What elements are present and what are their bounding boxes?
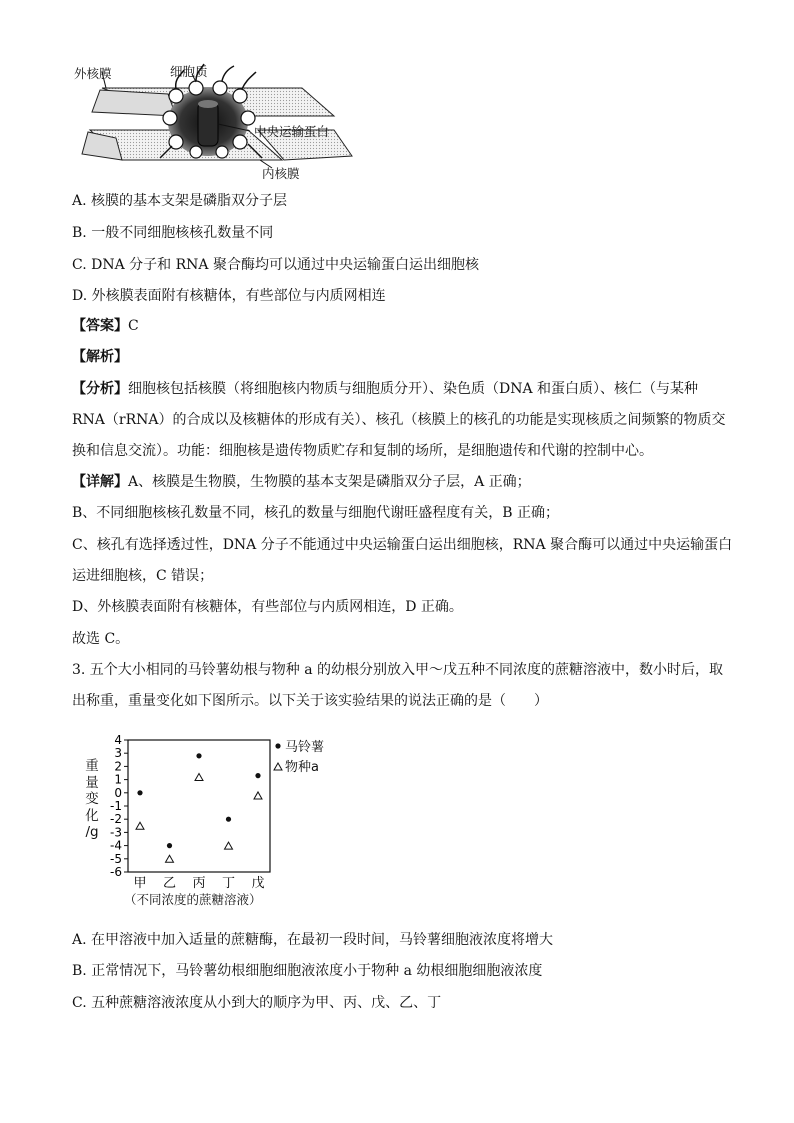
q2-option-d: D. 外核膜表面附有核糖体，有些部位与内质网相连 bbox=[72, 288, 386, 304]
detail-line-5: D、外核膜表面附有核糖体，有些部位与内质网相连，D 正确。 bbox=[72, 599, 463, 615]
q3-option-a: A. 在甲溶液中加入适量的蔗糖酶，在最初一段时间，马铃薯细胞液浓度将增大 bbox=[72, 932, 554, 948]
y-tick-label: -2 bbox=[110, 812, 122, 827]
y-tick-label: 1 bbox=[114, 772, 122, 787]
q3-option-b: B. 正常情况下，马铃薯幼根细胞细胞液浓度小于物种 a 幼根细胞细胞液浓度 bbox=[72, 963, 543, 979]
potato-point bbox=[167, 843, 172, 848]
analysis-line-1 bbox=[72, 379, 698, 399]
detail-line-6: 故选 C。 bbox=[72, 631, 130, 647]
legend-marker-potato bbox=[275, 743, 280, 748]
weight-change-chart-svg bbox=[80, 730, 360, 915]
y-tick-label: -3 bbox=[110, 825, 122, 840]
species-a-point bbox=[166, 855, 174, 862]
y-tick-label: 2 bbox=[114, 759, 122, 774]
y-tick-label: 3 bbox=[114, 746, 122, 761]
potato-point bbox=[226, 817, 231, 822]
detail-text: A、核膜是生物膜，生物膜的基本支架是磷脂双分子层，A 正确； bbox=[128, 474, 531, 490]
q2-option-c: C. DNA 分子和 RNA 聚合酶均可以通过中央运输蛋白运出细胞核 bbox=[72, 257, 479, 273]
y-tick-label: -5 bbox=[110, 851, 122, 866]
analysis-label: 【解析】 bbox=[72, 349, 128, 365]
y-tick-label: -4 bbox=[110, 838, 122, 853]
x-tick-label: 戊 bbox=[251, 876, 265, 891]
cytoplasm-label: 细胞质 bbox=[170, 64, 208, 79]
detail-line-2: B、不同细胞核核孔数量不同，核孔的数量与细胞代谢旺盛程度有关，B 正确； bbox=[72, 505, 560, 521]
inner-membrane-label: 内核膜 bbox=[262, 166, 300, 181]
detail-line-4: 运进细胞核，C 错误； bbox=[72, 568, 214, 584]
detail-line-1 bbox=[72, 472, 531, 492]
q3-stem-line-1: 3. 五个大小相同的马铃薯幼根与物种 a 的幼根分别放入甲～戊五种不同浓度的蔗糖溶液中，数小时后，取 bbox=[72, 662, 724, 678]
species-a-point bbox=[254, 792, 262, 799]
species-a-point bbox=[195, 773, 203, 780]
x-tick-label: 丁 bbox=[221, 876, 236, 891]
plot-frame bbox=[128, 740, 270, 872]
detail-line-3: C、核孔有选择透过性，DNA 分子不能通过中央运输蛋白运出细胞核，RNA 聚合酶可以通过中央运输蛋白 bbox=[72, 537, 733, 553]
y-tick-label: 0 bbox=[114, 785, 122, 800]
analysis-line-3: 换和信息交流）。功能：细胞核是遗传物质贮存和复制的场所，是细胞遗传和代谢的控制中心。 bbox=[72, 443, 653, 459]
nuclear-pore-figure bbox=[72, 60, 362, 184]
legend-label-species-a: 物种a bbox=[285, 760, 319, 775]
potato-point bbox=[137, 790, 142, 795]
x-tick-label: 甲 bbox=[133, 876, 147, 891]
weight-change-chart bbox=[80, 730, 360, 915]
legend-marker-species-a bbox=[274, 763, 282, 770]
x-tick-label: 乙 bbox=[162, 876, 177, 891]
outer-membrane-label: 外核膜 bbox=[74, 66, 112, 81]
q2-answer bbox=[72, 316, 139, 336]
detail-tag: 【详解】 bbox=[72, 474, 128, 490]
potato-point bbox=[255, 773, 260, 778]
legend-label-potato: 马铃薯 bbox=[285, 740, 325, 755]
species-a-point bbox=[225, 842, 233, 849]
y-tick-label: -1 bbox=[110, 799, 122, 813]
answer-label: 【答案】 bbox=[72, 318, 128, 334]
y-tick-label: 4 bbox=[114, 733, 122, 747]
q3-stem-line-2: 出称重，重量变化如下图所示。以下关于该实验结果的说法正确的是（ ） bbox=[72, 693, 548, 709]
answer-value: C bbox=[128, 318, 139, 334]
analysis-tag: 【分析】 bbox=[72, 381, 128, 397]
x-axis-label: （不同浓度的蔗糖溶液） bbox=[124, 892, 262, 907]
y-tick-label: -6 bbox=[110, 865, 122, 879]
analysis-line-2: RNA（rRNA）的合成以及核糖体的形成有关）、核孔（核膜上的核孔的功能是实现核质之间频繁的物质交 bbox=[72, 412, 726, 428]
y-axis-label: 重 量 变 化 /g bbox=[85, 758, 99, 840]
q3-option-c: C. 五种蔗糖溶液浓度从小到大的顺序为甲、丙、戊、乙、丁 bbox=[72, 995, 442, 1011]
central-transport-protein-label: 中央运输蛋白 bbox=[254, 124, 330, 139]
potato-point bbox=[196, 753, 201, 758]
q2-option-b: B. 一般不同细胞核核孔数量不同 bbox=[72, 225, 274, 241]
analysis-text: 细胞核包括核膜（将细胞核内物质与细胞质分开）、染色质（DNA 和蛋白质）、核仁（与某种 bbox=[128, 381, 699, 397]
x-tick-label: 丙 bbox=[192, 876, 206, 891]
species-a-point bbox=[136, 822, 144, 829]
q2-option-a: A. 核膜的基本支架是磷脂双分子层 bbox=[72, 193, 288, 209]
